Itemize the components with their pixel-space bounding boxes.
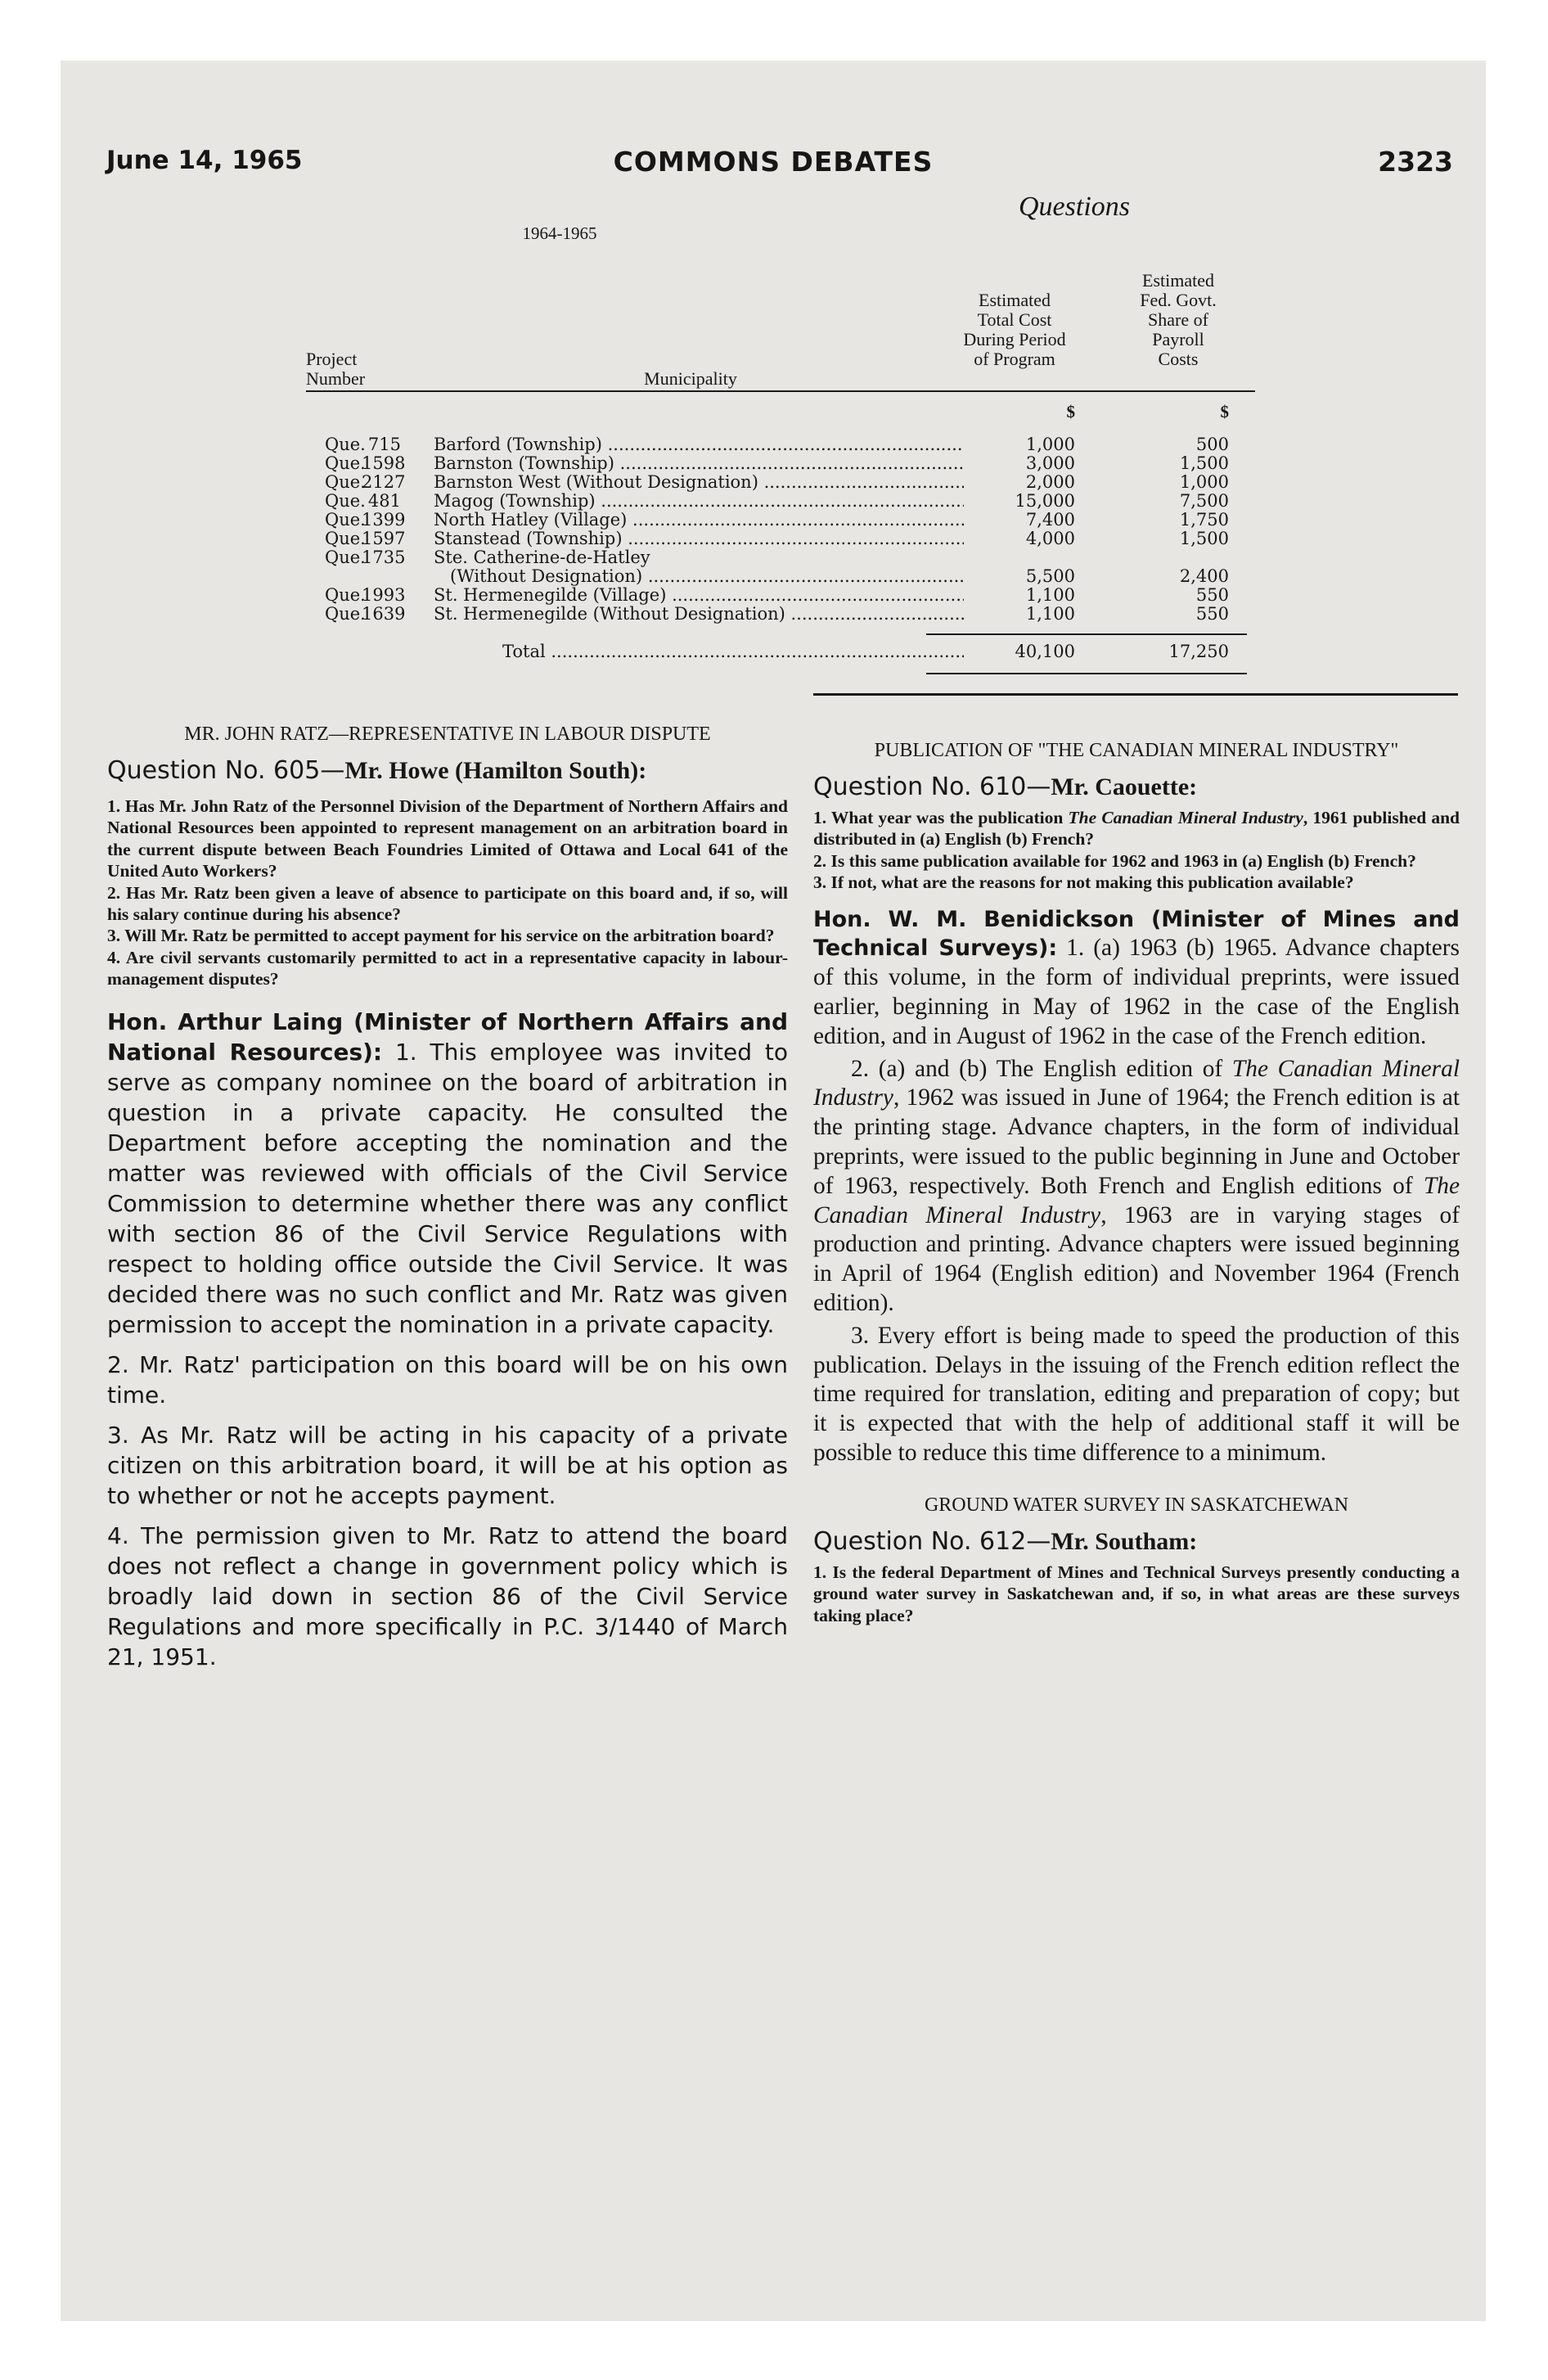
answer-first-paragraph <box>107 1007 788 1340</box>
cell-share: 1,500 <box>1179 453 1229 473</box>
answer-text-part: , 1963 are in varying stages of production and printing. Advance chapters were issued beginning in April of 1964 (English edition) and November 1964 (French edition). <box>813 1201 1460 1316</box>
cell-share: 1,500 <box>1179 529 1229 548</box>
cell-share: 1,750 <box>1179 510 1229 530</box>
question-heading: PUBLICATION OF "THE CANADIAN MINERAL INDUSTRY" <box>874 740 1399 761</box>
cell-municipality: Barford (Township) ..... <box>434 435 964 454</box>
cell-province: Que. <box>325 604 366 624</box>
cell-province: Que. <box>325 491 366 511</box>
section-title: Questions <box>1019 192 1130 222</box>
cell-cost: 1,000 <box>1025 435 1075 454</box>
cell-share: 2,400 <box>1179 566 1229 586</box>
page <box>61 61 1486 2321</box>
header-share-line: Share of <box>1148 309 1208 330</box>
publication-title: The Canadian Mineral Industry <box>813 1172 1460 1228</box>
header-total-cost-line: Estimated <box>979 290 1051 310</box>
table-row <box>61 454 1486 473</box>
header-project-number <box>306 349 404 389</box>
table-row <box>61 586 1486 605</box>
cell-share: 500 <box>1195 435 1229 454</box>
header-share <box>1105 271 1252 369</box>
header-share-line: Fed. Govt. <box>1140 290 1217 310</box>
total-rule <box>926 633 1247 635</box>
header-total-cost-line: of Program <box>974 349 1055 369</box>
cell-municipality: Magog (Township) ..... <box>434 492 964 511</box>
table-row <box>61 435 1486 454</box>
cell-municipality: Stanstead (Township) ..... <box>434 530 964 548</box>
header-total-cost <box>933 291 1096 369</box>
answerer: Hon. W. M. Benidickson (Minister of Mines and Technical Surveys): <box>813 906 1460 962</box>
total-share: 17,250 <box>1168 642 1229 661</box>
cell-municipality: St. Hermenegilde (Without Designation) ..... <box>434 605 964 624</box>
question-item: 1. Has Mr. John Ratz of the Personnel Division of the Department of Northern Affairs and National Resources been appointed to represent management on an arbitration board in the current dispute between Beach Foundries Limited of Ottawa and Local 641 of the United Auto Workers? <box>107 796 788 881</box>
cell-municipality: (Without Designation) ..... <box>450 567 964 586</box>
cell-province: Que. <box>325 435 366 454</box>
answer-text-part: 2. (a) and (b) The English edition of <box>851 1055 1232 1082</box>
question-text <box>813 807 1460 894</box>
question-item: 2. Has Mr. Ratz been given a leave of absence to participate on this board and, if so, will his salary continue during his absence? <box>107 882 788 925</box>
answer-item <box>813 1055 1460 1318</box>
publication-title: The Canadian Mineral Industry <box>1068 808 1303 827</box>
table-row <box>61 567 1486 586</box>
question-heading: GROUND WATER SURVEY IN SASKATCHEWAN <box>924 1494 1349 1516</box>
question-item: 2. Is this same publication available for 1962 and 1963 in (a) English (b) French? <box>813 850 1416 871</box>
table-row <box>61 492 1486 511</box>
cell-municipality: North Hatley (Village) ..... <box>434 511 964 530</box>
unit-cost: $ <box>1066 402 1075 421</box>
cell-province: Que. <box>325 585 366 605</box>
header-total-cost-line: During Period <box>963 329 1066 349</box>
cell-cost: 3,000 <box>1025 453 1075 473</box>
header-share-line: Payroll <box>1152 329 1204 349</box>
unit-share: $ <box>1220 402 1229 421</box>
question-member: Mr. Caouette: <box>1051 773 1198 800</box>
cell-share: 550 <box>1195 604 1229 624</box>
header-date: June 14, 1965 <box>106 146 303 175</box>
cell-number: 1597 <box>362 529 406 548</box>
cell-share: 7,500 <box>1179 491 1229 511</box>
cell-number: 481 <box>367 491 401 511</box>
cell-number: 1598 <box>362 453 406 473</box>
question-item <box>813 807 1460 850</box>
header-page-number: 2323 <box>1378 146 1453 178</box>
header-title: COMMONS DEBATES <box>613 146 934 178</box>
cell-municipality: St. Hermenegilde (Village) ..... <box>434 586 964 605</box>
question-item: 4. Are civil servants customarily permitted to act in a representative capacity in labour-management disputes? <box>107 947 788 989</box>
answer-item: 2. Mr. Ratz' participation on this board will be on his own time. <box>107 1350 788 1409</box>
cell-province: Que. <box>325 548 366 567</box>
cell-cost: 2,000 <box>1025 472 1075 492</box>
question-number <box>107 755 788 787</box>
question-member: Mr. Southam: <box>1051 1527 1198 1555</box>
cell-cost: 4,000 <box>1025 529 1075 548</box>
table-row <box>61 511 1486 530</box>
table-header-rule <box>306 390 1255 392</box>
cell-province: Que. <box>325 453 366 473</box>
cell-province: Que. <box>325 529 366 548</box>
cell-cost: 1,100 <box>1025 604 1075 624</box>
total-cost: 40,100 <box>1015 642 1075 661</box>
total-rule-bottom <box>926 673 1247 674</box>
answer-text-part: , 1962 was issued in June of 1964; the French edition is at the printing stage. Advance chapters, in the form of individual preprints, were issued to the public beginning in June and October of 1963, respectively. Both French and English editions of <box>813 1084 1460 1199</box>
table-total-row <box>61 642 1486 661</box>
cell-number: 715 <box>367 435 401 454</box>
answer-item: 1. This employee was invited to serve as company nominee on the board of arbitration in question in a private capacity. He consulted the Department before accepting the nomination and the matter was reviewed with officials of the Civil Service Commission to determine whether there was any conflict with section 86 of the Civil Service Regulations with respect to holding office outside the Civil Service. It was decided there was no such conflict and Mr. Ratz was given permission to accept the nomination in a private capacity. <box>107 1038 788 1338</box>
answerer: Hon. Arthur Laing (Minister of Northern Affairs and National Resources): <box>107 1007 788 1066</box>
header-total-cost-line: Total Cost <box>977 309 1052 330</box>
answer-item: 3. Every effort is being made to speed the production of this publication. Delays in the issuing of the French edition reflect the time required for translation, editing and preparation of copy; but it is expected that with the help of additional staff it will be possible to reduce this time difference to a minimum. <box>813 1322 1460 1466</box>
table-year: 1964-1965 <box>522 223 597 243</box>
question-item: 1. Is the federal Department of Mines and Technical Surveys presently conducting a ground water survey in Saskatchewan and, if so, in what areas are these surveys taking place? <box>813 1562 1460 1625</box>
publication-title: The Canadian Mineral Industry <box>813 1055 1460 1111</box>
cell-province: Que. <box>325 510 366 530</box>
table-row <box>61 530 1486 548</box>
cell-cost: 7,400 <box>1025 510 1075 530</box>
cell-municipality: Barnston West (Without Designation) ..... <box>434 473 964 492</box>
table-row <box>61 605 1486 624</box>
cell-number: 1639 <box>362 604 406 624</box>
cell-number: 1993 <box>362 585 406 605</box>
question-prefix: Question No. 605— <box>107 756 345 785</box>
column-divider-rule <box>813 693 1458 696</box>
cell-number: 1399 <box>362 510 406 530</box>
cell-municipality: Barnston (Township) ..... <box>434 454 964 473</box>
answer-item: 4. The permission given to Mr. Ratz to attend the board does not reflect a change in government policy which is broadly laid down in section 86 of the Civil Service Regulations and more specifically in P.C. 3/1440 of March 21, 1951. <box>107 1521 788 1670</box>
cell-cost: 5,500 <box>1025 566 1075 586</box>
left-column <box>107 722 788 1672</box>
answer-item: 3. As Mr. Ratz will be acting in his capacity of a private citizen on this arbitration board, it will be at his option as to whether or not he accepts payment. <box>107 1421 788 1509</box>
question-text <box>107 796 788 990</box>
header-municipality: Municipality <box>644 368 737 389</box>
answer-item: 1. (a) 1963 (b) 1965. Advance chapters of this volume, in the form of individual preprints, were issued earlier, beginning in May of 1962 in the case of the English edition, and in August of 1962 in the case of the French edition. <box>813 935 1460 1049</box>
header-number-line: Number <box>306 368 366 389</box>
right-column <box>813 738 1460 1626</box>
table-row <box>61 473 1486 492</box>
cell-number: 2127 <box>362 472 406 492</box>
header-share-line: Estimated <box>1142 270 1214 291</box>
cell-cost: 15,000 <box>1015 491 1075 511</box>
cell-cost: 1,100 <box>1025 585 1075 605</box>
question-item: 3. Will Mr. Ratz be permitted to accept payment for his service on the arbitration board? <box>107 926 775 946</box>
cell-province: Que. <box>325 472 366 492</box>
question-text-part: 1. What year was the publication <box>813 808 1069 827</box>
header-project-line: Project <box>306 349 358 369</box>
answer-first-paragraph <box>813 905 1460 1052</box>
question-number <box>813 771 1460 804</box>
question-member: Mr. Howe (Hamilton South): <box>344 757 647 784</box>
cell-municipality: Ste. Catherine-de-Hatley <box>434 548 650 567</box>
question-prefix: Question No. 610— <box>813 773 1051 801</box>
question-text-part: , 1961 published and distributed in (a) English (b) French? <box>813 808 1460 850</box>
cell-number: 1735 <box>362 548 406 567</box>
cell-share: 1,000 <box>1179 472 1229 492</box>
total-label: Total ..... <box>502 642 964 661</box>
question-prefix: Question No. 612— <box>813 1526 1051 1556</box>
question-number <box>813 1526 1460 1558</box>
table-row <box>61 548 1486 567</box>
question-item: 3. If not, what are the reasons for not making this publication available? <box>813 872 1354 893</box>
cell-share: 550 <box>1195 585 1229 605</box>
header-share-line: Costs <box>1158 349 1199 369</box>
question-heading: MR. JOHN RATZ—REPRESENTATIVE IN LABOUR DISPUTE <box>184 723 711 745</box>
